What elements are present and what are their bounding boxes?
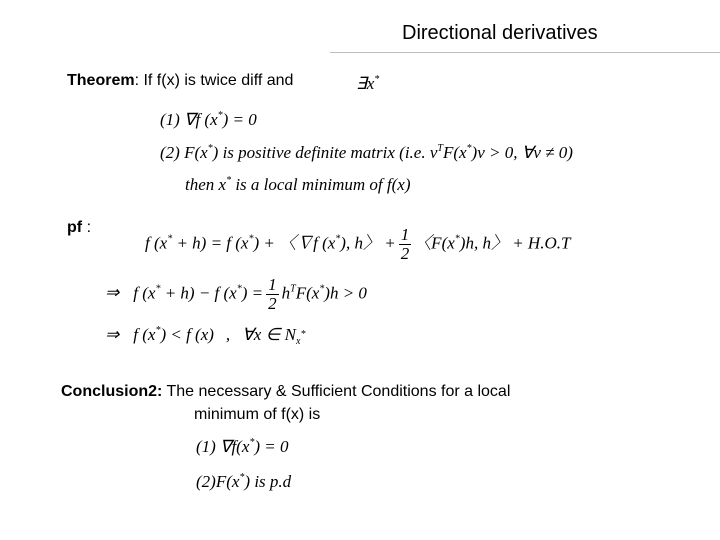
conclusion-condition-2: (2)F(x*) is p.d [196,472,292,491]
theorem-condition-2: (2) F(x*) is positive definite matrix (i.e. $v^TF(x^*)v > 0$, ∀v ≠ 0) [160,143,573,162]
conclusion-label: Conclusion2: [61,383,163,400]
fraction-half: $\frac{1}{2}$ [268,275,277,313]
conclusion-statement [61,383,510,401]
proof-local-minimum-step: ⇒ f (x*) < f (x) , ∀x ∈ $N_{x^*}$ [105,325,306,347]
proof-label: pf : [67,219,92,236]
conclusion-condition-1: (1) ∇f(x*) = 0 [196,437,289,456]
slide-title: Directional derivatives [402,22,598,44]
theorem-statement [67,72,293,90]
theorem-conclusion: then x* is a local minimum of f(x) [185,175,411,194]
fraction-half: $\frac{1}{2}$ [400,225,410,263]
proof-difference-step: ⇒ f (x* + h) − f (x*) = $\frac{1}{2}$ $h^TF(x^*)h > 0$ [105,275,367,313]
theorem-text: : If f(x) is twice diff and [134,72,294,89]
title-underline [330,52,720,53]
proof-taylor-expansion: f (x* + h) = f (x*) + 〈∇f (x*), h〉 + $\frac{1}{2}$ 〈F(x*)h, h〉 + H.O.T [145,225,571,263]
theorem-condition-1: (1) ∇f (x*) = 0 [160,110,257,129]
conclusion-text-line-2: minimum of f(x) is [194,406,321,423]
theorem-label: Theorem [67,72,135,89]
conclusion-text-line-1: The necessary & Sufficient Conditions for a local [166,383,511,400]
theorem-exists: ∃x* [356,74,380,93]
